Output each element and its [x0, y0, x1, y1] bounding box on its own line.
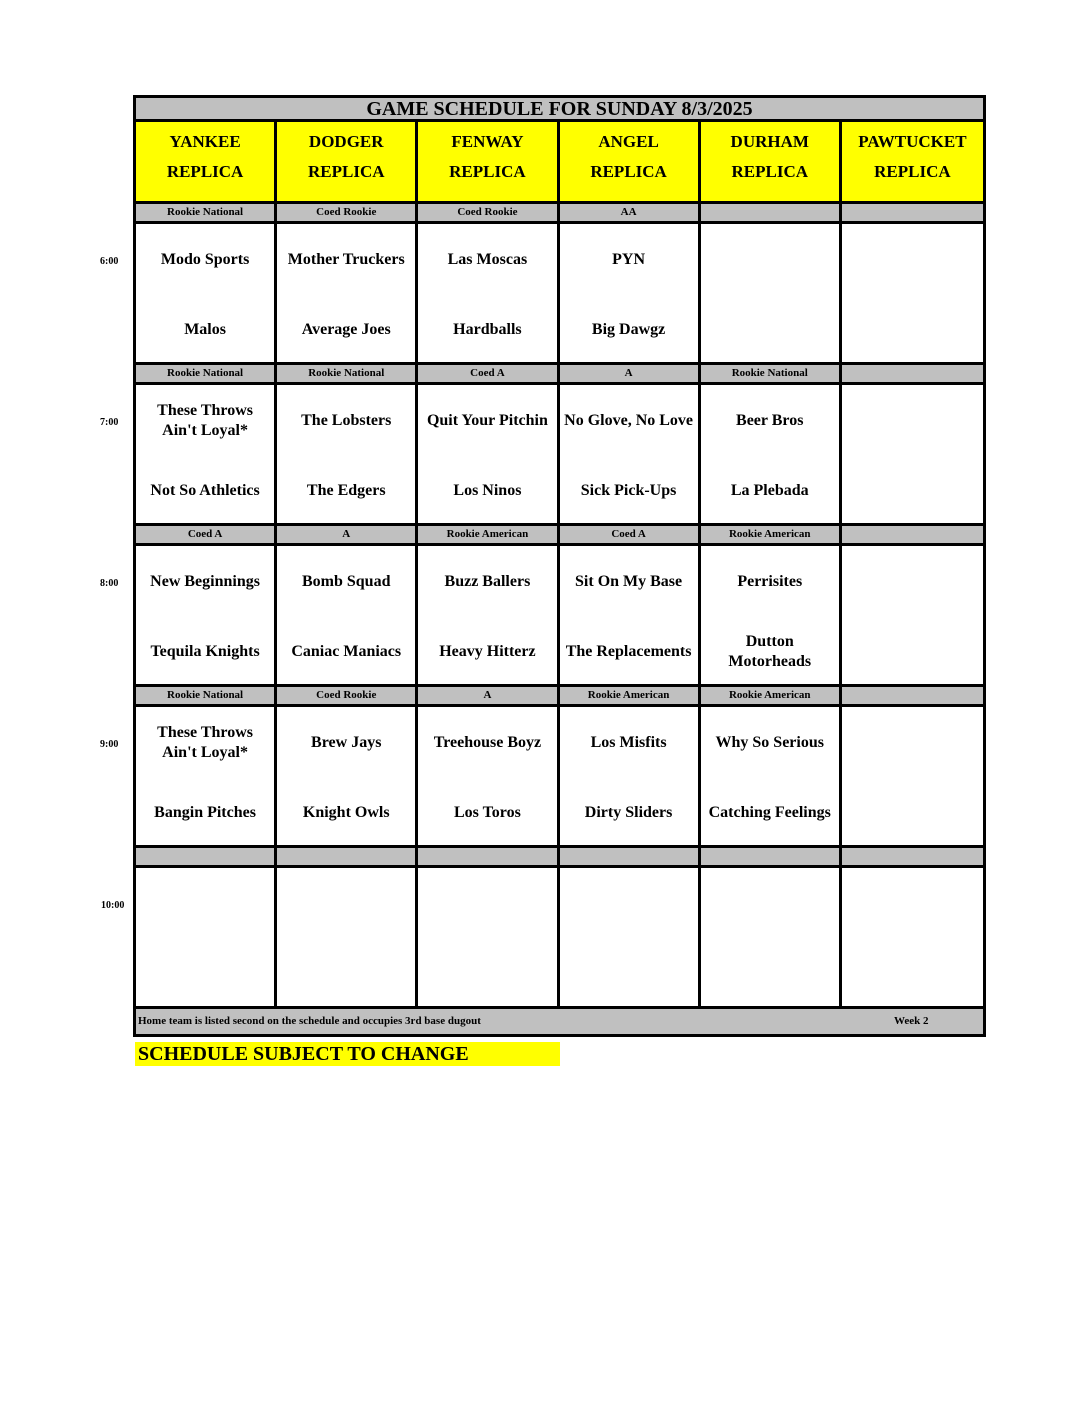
- division-label: Rookie American: [701, 526, 842, 546]
- home-team: Dirty Sliders: [584, 804, 673, 821]
- home-team: Bangin Pitches: [154, 804, 256, 821]
- home-team: [560, 953, 698, 995]
- division-label: Rookie National: [136, 687, 277, 707]
- away-team: Las Moscas: [447, 251, 528, 268]
- away-team: [136, 883, 274, 925]
- division-row: [133, 365, 986, 385]
- division-label: Coed Rookie: [418, 204, 559, 224]
- division-label: Coed A: [136, 526, 277, 546]
- home-team: Los Toros: [453, 804, 521, 821]
- game-cell: [560, 707, 701, 848]
- game-cell: [842, 868, 983, 1009]
- home-team: [842, 470, 983, 512]
- field-sub: REPLICA: [590, 162, 667, 181]
- division-label: Rookie American: [560, 687, 701, 707]
- field-header-dodger: [277, 122, 418, 204]
- game-cell: [136, 707, 277, 848]
- time-label: 6:00: [100, 256, 119, 267]
- division-label: Coed Rookie: [277, 204, 418, 224]
- division-label: Rookie National: [277, 365, 418, 385]
- home-team: Big Dawgz: [591, 321, 666, 338]
- away-team: [418, 883, 556, 925]
- game-cell: [701, 868, 842, 1009]
- field-sub: REPLICA: [874, 162, 951, 181]
- division-row: [133, 204, 986, 224]
- away-team: [842, 561, 983, 603]
- away-team: [560, 883, 698, 925]
- game-cell: [560, 868, 701, 1009]
- game-cell: [277, 868, 418, 1009]
- away-team: Quit Your Pitchin: [426, 412, 548, 429]
- field-name: DURHAM: [730, 132, 809, 151]
- division-label: A: [418, 687, 559, 707]
- field-name: PAWTUCKET: [858, 132, 967, 151]
- game-cell: [418, 224, 559, 365]
- game-row: [133, 385, 986, 526]
- division-label: AA: [560, 204, 701, 224]
- away-team: Perrisites: [737, 573, 803, 590]
- home-team: [842, 953, 983, 995]
- time-label: 8:00: [100, 578, 119, 589]
- home-team: Heavy Hitterz: [439, 643, 536, 660]
- division-label: A: [277, 526, 418, 546]
- home-team: [136, 953, 274, 995]
- away-team: Bomb Squad: [301, 573, 391, 590]
- game-cell: [701, 224, 842, 365]
- game-cell: [418, 868, 559, 1009]
- division-label: [842, 204, 983, 224]
- division-label: Rookie National: [701, 365, 842, 385]
- division-label: [842, 687, 983, 707]
- away-team: Buzz Ballers: [444, 573, 531, 590]
- field-name: YANKEE: [169, 132, 241, 151]
- division-label: [701, 848, 842, 868]
- away-team: [842, 722, 983, 764]
- division-row: [133, 687, 986, 707]
- home-team: [701, 953, 839, 995]
- schedule-footer: [133, 1009, 986, 1037]
- division-label: Rookie American: [701, 687, 842, 707]
- home-team: Tequila Knights: [150, 643, 260, 660]
- field-name: ANGEL: [598, 132, 659, 151]
- game-cell: [418, 546, 559, 687]
- home-team: Average Joes: [301, 321, 391, 338]
- home-team: [842, 631, 983, 673]
- field-header-row: [133, 122, 986, 204]
- game-row: [133, 546, 986, 687]
- away-team: Beer Bros: [736, 412, 804, 429]
- game-cell: [560, 546, 701, 687]
- home-team: Caniac Maniacs: [291, 643, 402, 660]
- division-label: Rookie National: [136, 365, 277, 385]
- division-label: Rookie National: [136, 204, 277, 224]
- week-label: Week 2: [894, 1015, 929, 1027]
- game-cell: [277, 707, 418, 848]
- division-label: Rookie American: [418, 526, 559, 546]
- schedule-title: GAME SCHEDULE FOR SUNDAY 8/3/2025: [133, 95, 986, 122]
- away-team: Treehouse Boyz: [433, 734, 542, 751]
- away-team: PYN: [612, 251, 646, 268]
- game-cell: [560, 224, 701, 365]
- away-team: [701, 239, 839, 281]
- division-label: [560, 848, 701, 868]
- away-team: The Lobsters: [301, 412, 392, 429]
- game-cell: [842, 546, 983, 687]
- game-cell: [136, 224, 277, 365]
- game-cell: [842, 224, 983, 365]
- schedule-notice: SCHEDULE SUBJECT TO CHANGE: [135, 1042, 560, 1066]
- time-label: 7:00: [100, 417, 119, 428]
- away-team: [842, 883, 983, 925]
- field-header-pawtucket: [842, 122, 983, 204]
- division-label: [842, 848, 983, 868]
- game-cell: [136, 868, 277, 1009]
- away-team: These Throws Ain't Loyal*: [157, 402, 254, 439]
- away-team: [277, 883, 415, 925]
- footer-note: Home team is listed second on the schedule and occupies 3rd base dugout: [138, 1015, 481, 1027]
- home-team: [277, 953, 415, 995]
- game-cell: [277, 546, 418, 687]
- home-team: Dutton Motorheads: [728, 633, 812, 670]
- game-cell: [701, 546, 842, 687]
- away-team: Mother Truckers: [287, 251, 405, 268]
- division-label: Coed Rookie: [277, 687, 418, 707]
- game-row: [133, 224, 986, 365]
- game-cell: [701, 707, 842, 848]
- field-sub: REPLICA: [731, 162, 808, 181]
- schedule-table: [133, 95, 986, 1037]
- field-name: FENWAY: [451, 132, 524, 151]
- division-row: [133, 848, 986, 868]
- away-team: Modo Sports: [160, 251, 250, 268]
- game-cell: [136, 385, 277, 526]
- away-team: Los Misfits: [590, 734, 667, 751]
- division-label: [136, 848, 277, 868]
- game-cell: [277, 224, 418, 365]
- field-header-yankee: [136, 122, 277, 204]
- time-label: 9:00: [100, 739, 119, 750]
- division-label: [277, 848, 418, 868]
- game-cell: [560, 385, 701, 526]
- game-cell: [842, 385, 983, 526]
- home-team: [418, 953, 556, 995]
- time-slots: [133, 204, 986, 1009]
- division-row: [133, 526, 986, 546]
- division-label: [701, 204, 842, 224]
- field-header-fenway: [418, 122, 559, 204]
- game-cell: [277, 385, 418, 526]
- field-header-angel: [560, 122, 701, 204]
- home-team: The Replacements: [565, 643, 692, 660]
- division-label: Coed A: [560, 526, 701, 546]
- home-team: Malos: [184, 321, 226, 338]
- field-sub: REPLICA: [307, 162, 385, 181]
- away-team: New Beginnings: [150, 573, 260, 590]
- division-label: [842, 365, 983, 385]
- home-team: La Plebada: [730, 482, 809, 499]
- home-team: Sick Pick-Ups: [580, 482, 677, 499]
- game-cell: [418, 385, 559, 526]
- division-label: A: [560, 365, 701, 385]
- away-team: Sit On My Base: [575, 573, 683, 590]
- home-team: Los Ninos: [453, 482, 522, 499]
- home-team: Hardballs: [453, 321, 522, 338]
- away-team: Why So Serious: [715, 734, 824, 751]
- field-header-durham: [701, 122, 842, 204]
- game-row: [133, 868, 986, 1009]
- away-team: [701, 883, 839, 925]
- home-team: Catching Feelings: [708, 804, 831, 821]
- field-name: DODGER: [308, 132, 384, 151]
- game-cell: [418, 707, 559, 848]
- field-sub: REPLICA: [166, 162, 244, 181]
- home-team: [842, 309, 983, 351]
- home-team: Knight Owls: [302, 804, 390, 821]
- division-label: Coed A: [418, 365, 559, 385]
- away-team: [842, 239, 983, 281]
- away-team: These Throws Ain't Loyal*: [157, 724, 254, 761]
- away-team: No Glove, No Love: [564, 412, 694, 429]
- game-cell: [136, 546, 277, 687]
- away-team: [842, 400, 983, 442]
- field-sub: REPLICA: [449, 162, 526, 181]
- home-team: Not So Athletics: [150, 482, 260, 499]
- game-row: [133, 707, 986, 848]
- home-team: The Edgers: [306, 482, 386, 499]
- time-label: 10:00: [101, 900, 125, 911]
- away-team: Brew Jays: [311, 734, 382, 751]
- division-label: [418, 848, 559, 868]
- game-cell: [701, 385, 842, 526]
- division-label: [842, 526, 983, 546]
- home-team: [701, 309, 839, 351]
- game-cell: [842, 707, 983, 848]
- home-team: [842, 792, 983, 834]
